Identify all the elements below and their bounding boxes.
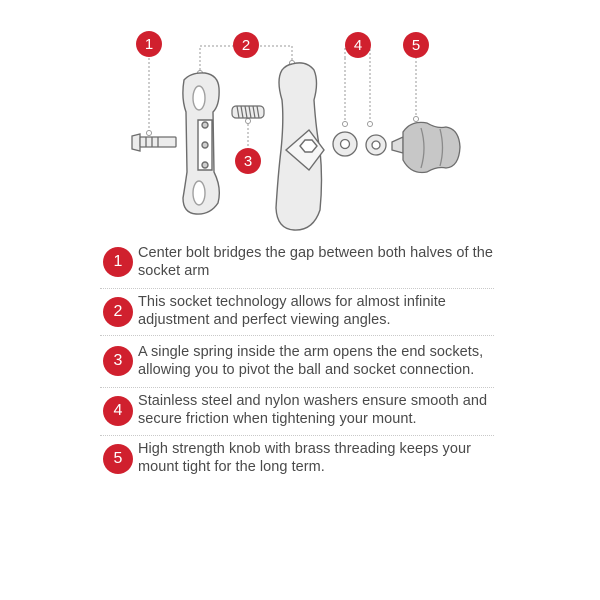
socket-arm-half-front [276,63,324,230]
washer-steel-part [333,132,357,156]
step-text-2: This socket technology allows for almost infinite adjustment and perfect viewing angles. [138,294,446,328]
step-item-5 [100,436,494,480]
callout-badge-3: 3 [235,148,261,174]
knob-part [392,122,460,172]
step-badge-4: 4 [103,396,133,426]
step-badge-3: 3 [103,346,133,376]
spring-part [232,106,264,118]
step-item-1 [100,240,494,289]
feature-steps-list [100,240,494,480]
step-badge-2: 2 [103,297,133,327]
callout-badge-1: 1 [136,31,162,57]
callout-badge-2: 2 [233,32,259,58]
parts-illustration [0,0,600,240]
step-item-3 [100,336,494,388]
center-bolt-part [132,134,176,151]
exploded-parts-diagram [0,0,600,240]
step-text-4: Stainless steel and nylon washers ensure smooth and secure friction when tightening your mount. [138,393,488,427]
callout-badge-4: 4 [345,32,371,58]
step-item-4 [100,388,494,436]
washer-nylon-part [366,135,386,155]
step-badge-5: 5 [103,444,133,474]
step-text-5: High strength knob with brass threading keeps your mount tight for the long term. [138,441,471,475]
socket-arm-half-back [183,73,219,214]
step-badge-1: 1 [103,247,133,277]
step-text-3: A single spring inside the arm opens the end sockets, allowing you to pivot the ball and socket connection. [138,344,484,378]
callout-badge-5: 5 [403,32,429,58]
step-item-2 [100,289,494,336]
step-text-1: Center bolt bridges the gap between both halves of the socket arm [138,245,493,279]
